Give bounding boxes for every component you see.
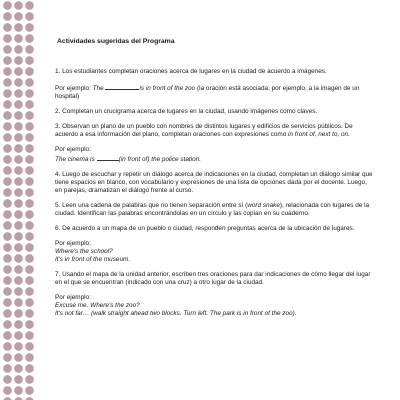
example-sentence-start: The cinema is xyxy=(55,156,95,163)
activity-text xyxy=(55,202,375,218)
example-label: Por ejemplo: xyxy=(55,294,91,301)
document-page xyxy=(55,38,375,400)
activity-text-main: 3. Observan un plano de un pueblo con nombres de distintos lugares y edificios de servicios públicos. De acuerdo a esa información del plano, completan oraciones con expresiones como xyxy=(55,122,353,138)
activity-text: 6. De acuerdo a un mapa de un pueblo o ciudad, responden preguntas acerca de la ubicación de lugares. xyxy=(55,225,355,232)
activity-text-expressions: in front of, next to, on. xyxy=(288,131,350,138)
activity-text: 4. Luego de escuchar y repetir un diálogo acerca de indicaciones en la ciudad, completan un diálogo similar que tiene espacios en blanco, con vocabulario y expresiones de una lista de opciones dada por el docente. Luego, en parejas, dramatizan el diálogo frente al curso. xyxy=(55,170,373,195)
activity-1 xyxy=(55,68,375,101)
perforated-edge xyxy=(0,0,36,400)
activity-text-start: 5. Leen una cadena de palabras que no tienen separación entre sí ( xyxy=(55,202,248,209)
activity-6 xyxy=(55,225,375,264)
fill-in-blank xyxy=(97,154,119,161)
page-title: Actividades sugeridas del Programa xyxy=(57,38,175,45)
example-line: Where's the school? xyxy=(55,248,113,255)
activity-text-term: word snake xyxy=(247,202,280,209)
example-label: Por ejemplo: xyxy=(55,145,91,153)
activity-example xyxy=(55,294,375,319)
example-line: It's in front of the museum. xyxy=(55,256,131,264)
activity-4 xyxy=(55,171,375,196)
activity-5 xyxy=(55,202,375,218)
activity-text: 2. Completan un crucigrama acerca de lugares en la ciudad, usando imágenes como claves. xyxy=(55,108,318,115)
activity-text-end: ), relacionada con lugares de la ciudad. Identifican las palabras encontrándolas en un círculo y las copian en su cuaderno. xyxy=(55,202,370,218)
activity-example xyxy=(55,146,375,164)
activity-2 xyxy=(55,108,375,116)
example-label: Por ejemplo: xyxy=(55,85,91,92)
activity-example xyxy=(55,240,375,265)
example-sentence-end: (in front of) the police station. xyxy=(118,156,201,163)
activity-text xyxy=(55,123,375,139)
fill-in-blank xyxy=(105,83,139,90)
example-sentence-start: The xyxy=(92,85,104,92)
example-note: (la oración está asociada, por ejemplo, a la imagen de un hospital) xyxy=(55,85,360,101)
example-line: It's not far… (walk straight ahead two blocks. Turn left. The park is in front of the zoo). xyxy=(55,310,297,318)
activity-text: 7. Usando el mapa de la unidad anterior, escriben tres oraciones para dar indicaciones de cómo llegar del lugar en el que se encuentran (indicado con una cruz) a otro lugar de la ciudad. xyxy=(55,271,371,287)
example-label: Por ejemplo: xyxy=(55,239,91,247)
binding-holes xyxy=(2,0,34,400)
activity-7 xyxy=(55,271,375,319)
activity-example xyxy=(55,83,375,101)
activity-text: 1. Los estudiantes completan oraciones acerca de lugares en la ciudad de acuerdo a imágenes. xyxy=(55,68,327,76)
activity-3 xyxy=(55,123,375,164)
example-sentence-end: is in front of the zoo xyxy=(139,85,196,92)
example-line: Excuse me. Where's the zoo? xyxy=(55,302,140,310)
